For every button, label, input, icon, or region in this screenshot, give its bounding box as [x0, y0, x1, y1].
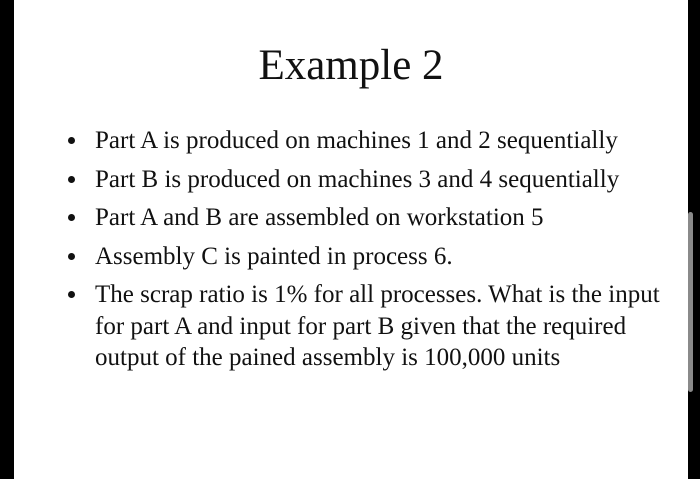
bullet-text: Part B is produced on machines 3 and 4 sequentially [95, 165, 620, 193]
bullet-item [62, 125, 662, 157]
bullet-item [62, 202, 662, 234]
bullet-dot-icon [68, 176, 75, 183]
slide-title: Example 2 [258, 42, 444, 89]
bullet-text: Part A and B are assembled on workstation 5 [95, 204, 544, 231]
bullet-list [62, 125, 662, 381]
bullet-item [62, 241, 662, 273]
scrollbar-thumb[interactable] [688, 212, 693, 392]
bullet-item [62, 279, 662, 374]
bullet-text: Part A is produced on machines 1 and 2 sequentially [95, 127, 618, 154]
bullet-dot-icon [68, 253, 75, 260]
slide [14, 0, 688, 479]
bullet-dot-icon [68, 214, 75, 221]
bullet-text: Assembly C is painted in process 6. [95, 242, 453, 270]
bullet-text: The scrap ratio is 1% for all processes. What is the input for part A and input for part B given that the required output of the pained assembly is 100,000 units [95, 281, 660, 371]
bullet-dot-icon [68, 137, 75, 144]
bullet-dot-icon [68, 291, 75, 298]
bullet-item [62, 164, 662, 196]
